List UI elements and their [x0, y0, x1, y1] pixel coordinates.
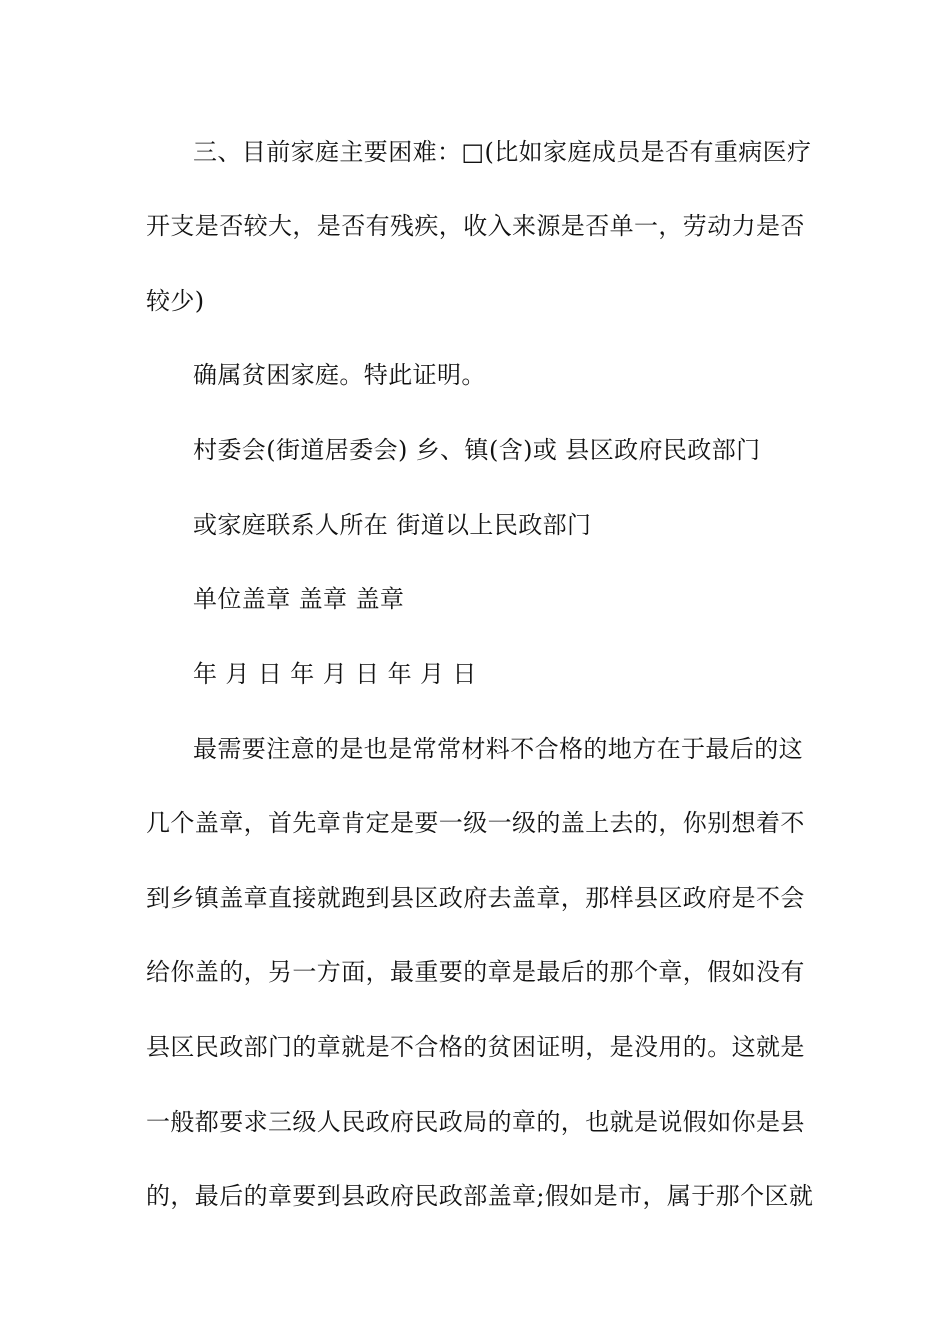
paragraph-line: 村委会(街道居委会) 乡、镇(含)或 县区政府民政部门	[193, 436, 761, 464]
paragraph-line: 较少)	[146, 287, 205, 315]
paragraph-line: 的，最后的章要到县政府民政部盖章;假如是市，属于那个区就	[146, 1182, 814, 1210]
paragraph-line: 确属贫困家庭。特此证明。	[193, 361, 486, 389]
paragraph-line: 年 月 日 年 月 日 年 月 日	[193, 660, 477, 688]
paragraph-line: 县区民政部门的章就是不合格的贫困证明，是没用的。这就是	[146, 1033, 805, 1061]
paragraph-line: 或家庭联系人所在 街道以上民政部门	[193, 511, 592, 539]
paragraph-line: 几个盖章，首先章肯定是要一级一级的盖上去的，你别想着不	[146, 809, 805, 837]
paragraph-line: 给你盖的，另一方面，最重要的章是最后的那个章，假如没有	[146, 958, 805, 986]
paragraph-line: 开支是否较大，是否有残疾，收入来源是否单一，劳动力是否	[146, 212, 805, 240]
paragraph-line: 三、目前家庭主要困难：□(比如家庭成员是否有重病医疗	[193, 138, 812, 166]
paragraph-line: 最需要注意的是也是常常材料不合格的地方在于最后的这	[193, 735, 803, 763]
paragraph-line: 单位盖章 盖章 盖章	[193, 585, 405, 613]
paragraph-line: 一般都要求三级人民政府民政局的章的，也就是说假如你是县	[146, 1108, 805, 1136]
paragraph-line: 到乡镇盖章直接就跑到县区政府去盖章，那样县区政府是不会	[146, 884, 805, 912]
